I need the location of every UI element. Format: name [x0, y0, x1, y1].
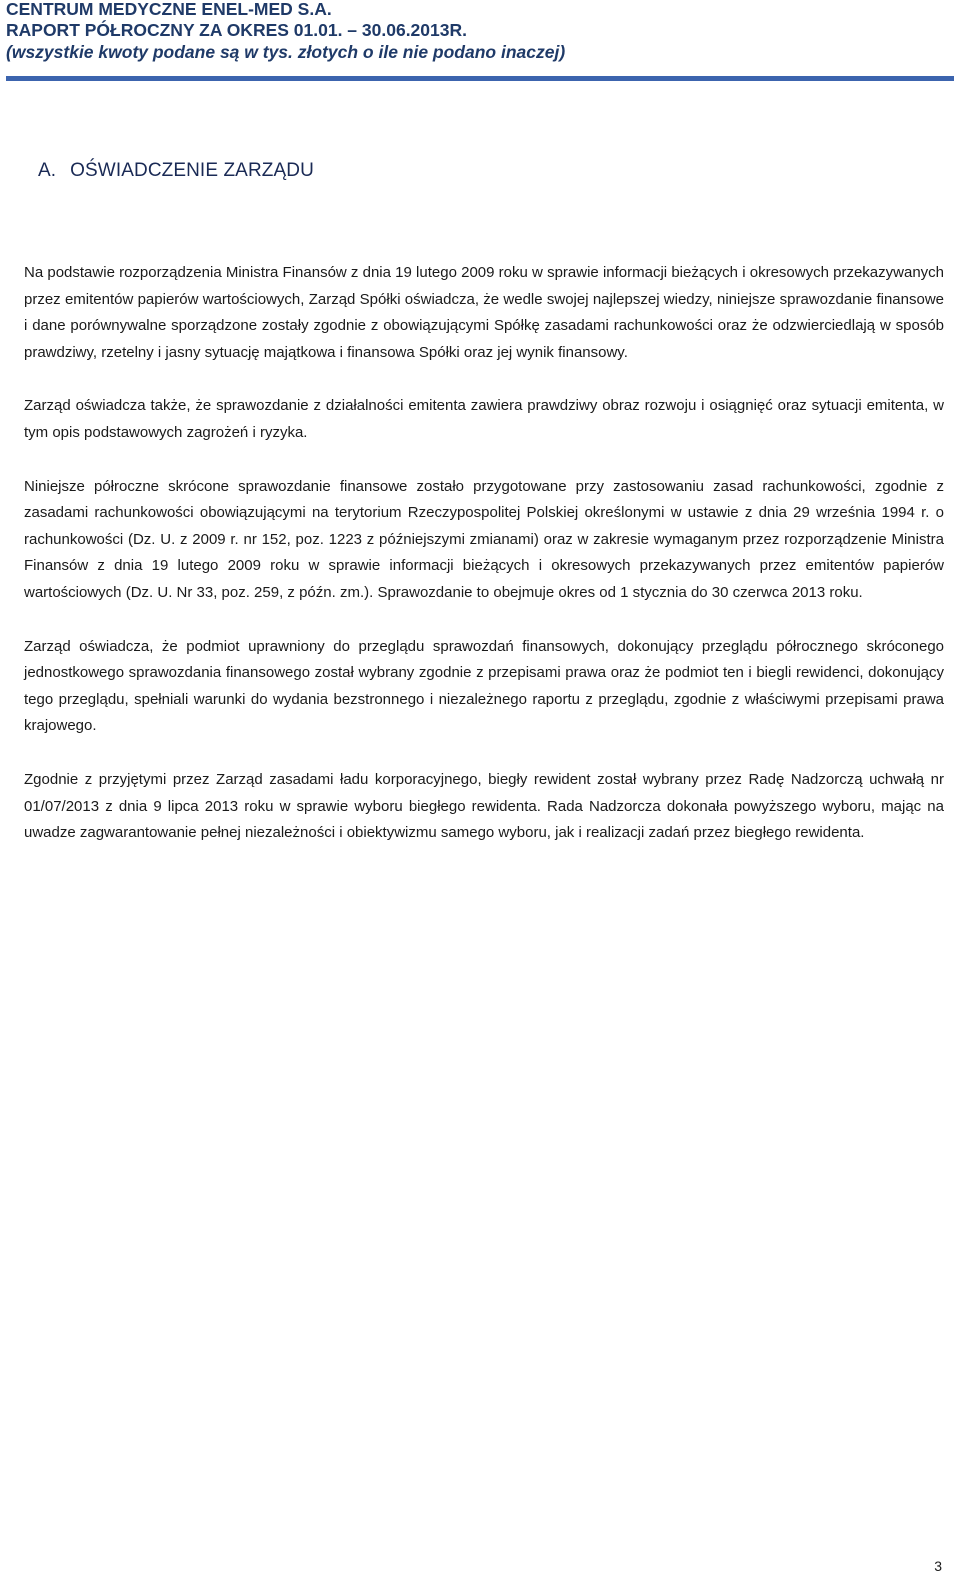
- page-number: 3: [934, 1558, 942, 1574]
- amounts-note: (wszystkie kwoty podane są w tys. złotych o ile nie podano inaczej): [6, 42, 566, 62]
- paragraph: Na podstawie rozporządzenia Ministra Finansów z dnia 19 lutego 2009 roku w sprawie informacji bieżących i okresowych przekazywanych przez emitentów papierów wartościowych, Zarząd Spółki oświadcza, że wedle swojej najlepszej wiedzy, niniejsze sprawozdanie finansowe i dane porównywalne sporządzone zostały zgodnie z obowiązującymi Spółkę zasadami rachunkowości oraz że odzwierciedlają w sposób prawdziwy, rzetelny i jasny sytuację majątkowa i finansowa Spółki oraz jej wynik finansowy.: [24, 264, 944, 361]
- paragraph: Niniejsze półroczne skrócone sprawozdanie finansowe zostało przygotowane przy zastosowaniu zasad rachunkowości, zgodnie z zasadami rachunkowości obowiązującymi na terytorium Rzeczypospolitej Polskiej określonymi w ustawie z dnia 29 września 1994 r. o rachunkowości (Dz. U. z 2009 r. nr 152, poz. 1223 z późniejszymi zmianami) oraz w zakresie wymaganym przez rozporządzenie Ministra Finansów z dnia 19 lutego 2009 roku w sprawie informacji bieżących i okresowych przekazywanych przez emitentów papierów wartościowych (Dz. U. Nr 33, poz. 259, z późn. zm.). Sprawozdanie to obejmuje okres od 1 stycznia do 30 czerwca 2013 roku.: [24, 477, 944, 601]
- section-title: OŚWIADCZENIE ZARZĄDU: [70, 160, 314, 181]
- paragraph: Zarząd oświadcza także, że sprawozdanie z działalności emitenta zawiera prawdziwy obraz rozwoju i osiągnięć oraz sytuacji emitenta, w tym opis podstawowych zagrożeń i ryzyka.: [24, 397, 944, 441]
- header-divider: [6, 76, 954, 81]
- statement-body: [24, 260, 944, 874]
- section-heading: [38, 160, 314, 182]
- paragraph: Zgodnie z przyjętymi przez Zarząd zasadami ładu korporacyjnego, biegły rewident został wybrany przez Radę Nadzorczą uchwałą nr 01/07/2013 z dnia 9 lipca 2013 roku w sprawie wyboru biegłego rewidenta. Rada Nadzorcza dokonała powyższego wyboru, mając na uwadze zagwarantowanie pełnej niezależności i obiektywizmu samego wyboru, jak i realizacji zadań przez biegłego rewidenta.: [24, 770, 944, 842]
- company-name: CENTRUM MEDYCZNE ENEL-MED S.A.: [6, 0, 332, 19]
- page-header: [6, 0, 954, 63]
- paragraph: Zarząd oświadcza, że podmiot uprawniony do przeglądu sprawozdań finansowych, dokonujący przeglądu półrocznego skróconego jednostkowego sprawozdania finansowego został wybrany zgodnie z przepisami prawa oraz że podmiot ten i biegli rewidenci, dokonujący tego przeglądu, spełniali warunki do wydania bezstronnego i niezależnego raportu z przeglądu, zgodnie z właściwymi przepisami prawa krajowego.: [24, 637, 944, 735]
- section-number: A.: [38, 160, 57, 181]
- report-title: RAPORT PÓŁROCZNY ZA OKRES 01.01. – 30.06.2013R.: [6, 20, 467, 40]
